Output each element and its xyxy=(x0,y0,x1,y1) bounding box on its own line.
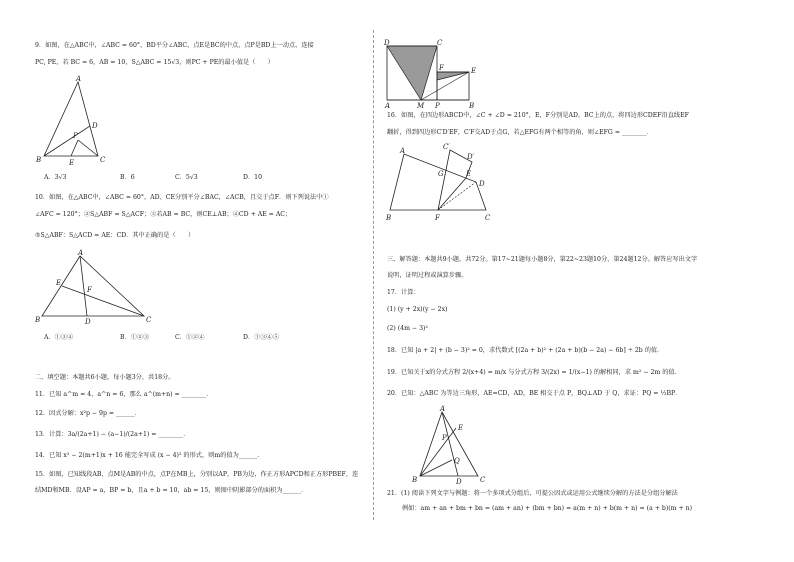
q21-line1: 21．(1) 阅读下列文字与例题：将一个多项式分组后，可提公因式或运用公式继续分解的方法是分组分解法 xyxy=(387,490,678,497)
q9-option-b: B．6 xyxy=(120,174,135,181)
q10-line1: 10．如图，在△ABC中，∠ABC = 60°，AD、CE分别平分∠BAC，∠ACB，且交于点F．则下列说法中① xyxy=(35,194,329,201)
q15-label-e: E xyxy=(471,67,477,75)
q16-label-b: B xyxy=(386,214,392,222)
section3-line2: 说明，证明过程或演算步骤。 xyxy=(387,272,468,279)
q20-label-d: D xyxy=(456,478,462,486)
q10-label-d: D xyxy=(85,318,91,326)
left-column xyxy=(30,0,370,562)
q10-option-a: A．①③④ xyxy=(44,334,74,341)
q10-option-c: C．①②④ xyxy=(175,334,205,341)
q9-label-a: A xyxy=(76,75,82,83)
q20-figure xyxy=(412,405,488,486)
q17-part2: (2) (4m − 3)² xyxy=(387,325,428,332)
q16-label-f: F xyxy=(435,214,440,222)
q15-label-a: A xyxy=(385,102,391,110)
q20-label-c: C xyxy=(480,476,486,484)
q17-part1: (1) (y + 2x)(y − 2x) xyxy=(387,306,448,313)
q16-line1: 16．如图，在四边形ABCD中，∠C + ∠D = 210°，E，F分别是AD，BC上的点，将四边形CDEF沿直线EF xyxy=(387,112,689,119)
q10-label-b: B xyxy=(35,316,41,324)
q16-label-a: A xyxy=(400,147,406,155)
q16-label-e: E xyxy=(466,170,472,178)
q14: 14．已知 x² − 2(m+1)x + 16 能完全写成 (x − 4)² 的形式，则m的值为______． xyxy=(35,452,264,459)
section3-line1: 三、解答题：本题共9小题，共72分。第17~21题每小题8分，第22~23题10分，第24题12分。解答应写出文字 xyxy=(387,256,698,263)
q20-label-a: A xyxy=(440,405,446,413)
q19: 19．已知关于x的分式方程 2/(x+4) = m/x 与分式方程 3/(2x) = 1/(x−1) 的解相同，求 m² − 2m 的值． xyxy=(387,369,681,376)
q16-label-c: C xyxy=(485,214,491,222)
q10-label-e: E xyxy=(56,279,62,287)
q20: 20．已知：△ABC 为等边三角形，AE=CD，AD，BE 相交于点 P，BQ⊥AD 于 Q，求证：PQ = ½BP． xyxy=(387,390,682,397)
q10-option-d: D．①③④⑤ xyxy=(243,334,279,341)
q10-label-f: F xyxy=(87,286,92,294)
q16-line2: 翻折，得到四边形C′D′EF，C′F交AD于点G，若△EFG有两个相等的角，则∠EFG = ________． xyxy=(387,129,653,136)
q15-label-b: B xyxy=(469,102,475,110)
q15-line2: 结MD和MB．设AP = a，BP = b，且a + b = 10，ab = 15，则图中阴影部分的面积为______． xyxy=(35,487,308,494)
q16-label-d1: D′ xyxy=(467,153,475,161)
q20-label-b: B xyxy=(412,476,418,484)
section2-heading: 二、填空题：本题共6小题，每小题3分，共18分。 xyxy=(35,374,175,381)
q16-label-c1: C′ xyxy=(443,143,450,151)
q15-label-c: C xyxy=(437,39,443,47)
q9-label-e: E xyxy=(69,159,75,167)
q9-label-b: B xyxy=(36,156,42,164)
q10-label-c: C xyxy=(146,316,152,324)
q20-label-p: P xyxy=(442,434,447,442)
q9-label-p: P xyxy=(73,132,78,140)
column-divider xyxy=(373,30,374,520)
q10-line3: ⑤S△ABF：S△ACD = AE：CD．其中正确的是（ ） xyxy=(35,232,195,239)
q17: 17．计算： xyxy=(387,289,420,296)
q20-label-q: Q xyxy=(454,457,460,465)
q9-label-c: C xyxy=(100,156,106,164)
q9-option-a: A．3√3 xyxy=(44,174,67,181)
q15-label-f: F xyxy=(439,64,444,72)
q15-label-d: D xyxy=(384,39,390,47)
q10-line2: ∠AFC = 120°；②S△ABF = S△ACF；③若AB = BC，则CE⊥AB；④CD + AE = AC； xyxy=(35,211,292,218)
q16-figure xyxy=(386,143,508,226)
q16-label-g: G xyxy=(438,170,444,178)
q21-line2: 例如：am + an + bm + bn = (am + an) + (bm + bn) = a(m + n) + b(m + n) = (a + b)(m + n) xyxy=(402,505,693,512)
q15-figure xyxy=(384,39,477,110)
q20-label-e: E xyxy=(458,424,464,432)
q18: 18．已知 |a + 2| + (b − 3)² = 0，求代数式 [(2a + b)² + (2a + b)(b − 2a) − 6b] ÷ 2b 的值． xyxy=(387,347,664,354)
q9-line2: PC, PE，若 BC = 6，AB = 10，S△ABC = 15√3，则PC + PE的最小值是（ ） xyxy=(35,59,274,66)
q15-label-m: M xyxy=(417,102,425,110)
q10-option-b: B．①②③ xyxy=(120,334,150,341)
q16-label-d: D xyxy=(479,180,485,188)
q9-option-d: D．10 xyxy=(243,174,263,181)
q11: 11．已知 a^m = 4，a^n = 6，那么 a^(m+n) = ________． xyxy=(35,391,213,398)
q15-line1: 15．如图，已知线段AB，点M是AB的中点，点P在MB上，分别以AP，PB为边，作正方形APCD和正方形PBEF，连 xyxy=(35,471,359,478)
q9-option-c: C．5√3 xyxy=(175,174,198,181)
q13: 13．计算：3a/(2a+1) − (a−1)/(2a+1) = ________． xyxy=(35,431,190,438)
q12: 12．因式分解：x²p − 9p = ______． xyxy=(35,410,141,417)
q9-figure xyxy=(36,75,130,167)
q9-line1: 9．如图，在△ABC中，∠ABC = 60°，BD平分∠ABC，点E是BC的中点，点P是BD上一动点，连接 xyxy=(35,42,314,49)
q9-label-d: D xyxy=(92,122,98,130)
q10-label-a: A xyxy=(78,249,84,257)
q15-label-p: P xyxy=(435,102,440,110)
q10-figure xyxy=(35,249,160,326)
right-column xyxy=(380,0,780,562)
